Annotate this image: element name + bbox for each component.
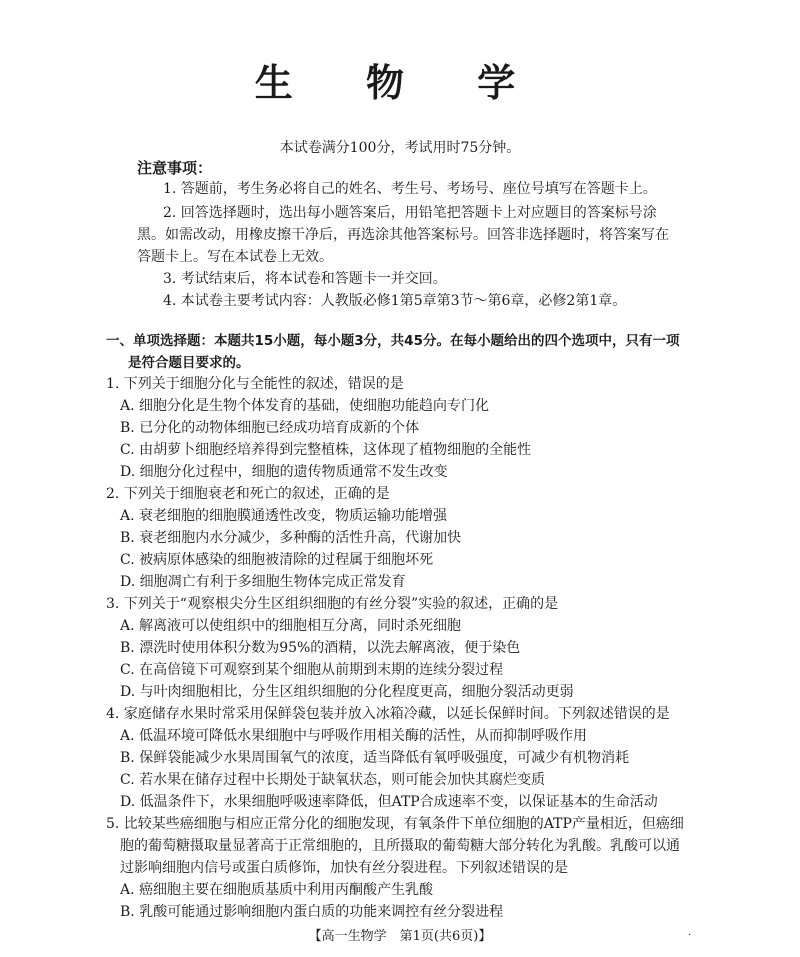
corner-mark: · bbox=[688, 930, 692, 941]
option-b: B. 保鲜袋能减少水果周围氧气的浓度，适当降低有氧呼吸强度，可减少有机物消耗 bbox=[120, 750, 630, 766]
exam-info: 本试卷满分100分，考试用时75分钟。 bbox=[279, 140, 521, 156]
option-a: A. 癌细胞主要在细胞质基质中利用丙酮酸产生乳酸 bbox=[120, 882, 434, 898]
option-c: C. 被病原体感染的细胞被清除的过程属于细胞坏死 bbox=[120, 552, 434, 568]
section-heading: 一、单项选择题：本题共15小题，每小题3分，共45分。在每小题给出的四个选项中，只有一项 bbox=[106, 333, 680, 349]
option-a: A. 解离液可以使组织中的细胞相互分离，同时杀死细胞 bbox=[120, 618, 462, 634]
notice-line: 黑。如需改动，用橡皮擦干净后，再选涂其他答案标号。回答非选择题时，将答案写在 bbox=[137, 227, 669, 243]
page-footer: 【高一生物学 第1页(共6页)】 bbox=[308, 929, 492, 944]
notice-line: 2. 回答选择题时，选出每小题答案后，用铅笔把答题卡上对应题目的答案标号涂 bbox=[163, 205, 657, 221]
question-stem: 4. 家庭储存水果时常采用保鲜袋包装并放入冰箱冷藏，以延长保鲜时间。下列叙述错误的是 bbox=[106, 706, 670, 722]
notice-line: 4. 本试卷主要考试内容：人教版必修1第5章第3节～第6章，必修2第1章。 bbox=[163, 293, 627, 309]
notice-line: 1. 答题前，考生务必将自己的姓名、考生号、考场号、座位号填写在答题卡上。 bbox=[163, 181, 657, 197]
option-b: B. 漂洗时使用体积分数为95%的酒精，以洗去解离液，便于染色 bbox=[120, 640, 521, 656]
option-d: D. 细胞分化过程中，细胞的遗传物质通常不发生改变 bbox=[120, 464, 448, 480]
notice-line: 3. 考试结束后，将本试卷和答题卡一并交回。 bbox=[163, 271, 447, 287]
option-d: D. 与叶肉细胞相比，分生区组织细胞的分化程度更高，细胞分裂活动更弱 bbox=[120, 684, 574, 700]
option-a: A. 细胞分化是生物个体发育的基础，使细胞功能趋向专门化 bbox=[120, 398, 490, 414]
question-stem: 2. 下列关于细胞衰老和死亡的叙述，正确的是 bbox=[106, 486, 390, 502]
option-a: A. 衰老细胞的细胞膜通透性改变，物质运输功能增强 bbox=[120, 508, 448, 524]
option-c: C. 在高倍镜下可观察到某个细胞从前期到末期的连续分裂过程 bbox=[120, 662, 504, 678]
option-c: C. 若水果在储存过程中长期处于缺氧状态，则可能会加快其腐烂变质 bbox=[120, 772, 546, 788]
question-stem: 1. 下列关于细胞分化与全能性的叙述，错误的是 bbox=[106, 376, 404, 392]
option-b: B. 已分化的动物体细胞已经成功培育成新的个体 bbox=[120, 420, 420, 436]
notice-heading: 注意事项： bbox=[137, 159, 213, 177]
question-stem-cont: 胞的葡萄糖摄取量显著高于正常细胞的，且所摄取的葡萄糖大部分转化为乳酸。乳酸可以通 bbox=[120, 838, 680, 854]
option-a: A. 低温环境可降低水果细胞中与呼吸作用相关酶的活性，从而抑制呼吸作用 bbox=[120, 728, 588, 744]
option-d: D. 低温条件下，水果细胞呼吸速率降低，但ATP合成速率不变，以保证基本的生命活动 bbox=[120, 794, 658, 810]
question-stem-cont: 过影响细胞内信号或蛋白质修饰，加快有丝分裂进程。下列叙述错误的是 bbox=[120, 860, 568, 876]
question-stem: 5. 比较某些癌细胞与相应正常分化的细胞发现，有氧条件下单位细胞的ATP产量相近，但癌细 bbox=[106, 816, 684, 832]
option-d: D. 细胞凋亡有利于多细胞生物体完成正常发育 bbox=[120, 574, 406, 590]
notice-line: 答题卡上。写在本试卷上无效。 bbox=[137, 249, 333, 265]
option-c: C. 由胡萝卜细胞经培养得到完整植株，这体现了植物细胞的全能性 bbox=[120, 442, 532, 458]
option-b: B. 乳酸可能通过影响细胞内蛋白质的功能来调控有丝分裂进程 bbox=[120, 904, 504, 920]
page-title: 生 物 学 bbox=[254, 61, 546, 105]
option-b: B. 衰老细胞内水分减少，多种酶的活性升高，代谢加快 bbox=[120, 530, 462, 546]
question-stem: 3. 下列关于“观察根尖分生区组织细胞的有丝分裂”实验的叙述，正确的是 bbox=[106, 596, 559, 612]
section-heading-cont: 是符合题目要求的。 bbox=[128, 355, 250, 371]
